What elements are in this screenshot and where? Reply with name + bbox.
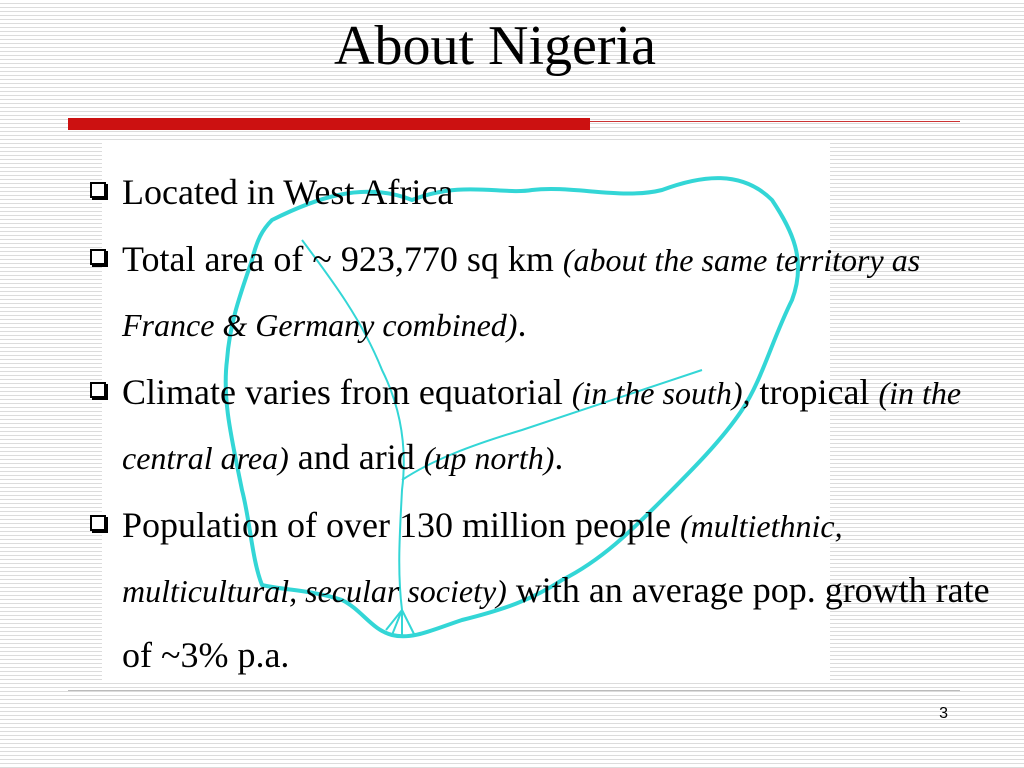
hollow-square-bullet-icon: [90, 182, 106, 198]
bullet-text: and arid: [288, 437, 424, 477]
bullet-punctuation: .: [517, 304, 527, 344]
bullet-italic-note: (in the central area): [122, 375, 962, 476]
bullet-item: [84, 360, 1014, 490]
hollow-square-bullet-icon: [90, 382, 106, 398]
bullet-text: Located in West Africa: [122, 172, 454, 212]
bullet-text: Population of over 130 million people: [122, 505, 680, 545]
bullet-text: Total area of ~ 923,770 sq km: [122, 239, 563, 279]
title-underline: [590, 121, 960, 122]
bullet-text: Climate varies from equatorial: [122, 372, 572, 412]
bullet-item: [84, 160, 1014, 224]
bullet-punctuation: .: [554, 437, 564, 477]
bullet-text: with an average pop. growth rate of ~3% p.a.: [122, 570, 990, 675]
bullet-italic-note: (up north): [423, 440, 555, 476]
bullet-italic-note: (in the south),: [571, 375, 751, 411]
bullet-italic-note: (about the same territory as France & Germany combined): [122, 242, 921, 343]
footer-divider: [68, 690, 960, 691]
title-accent-bar: [68, 118, 590, 130]
bullet-text: tropical: [750, 372, 879, 412]
bullet-italic-note: (multiethnic, multicultural, secular society): [122, 508, 843, 609]
bullet-item: [84, 227, 1014, 357]
bullet-list: [84, 160, 1014, 690]
slide-title: About Nigeria: [334, 15, 656, 77]
hollow-square-bullet-icon: [90, 515, 106, 531]
hollow-square-bullet-icon: [90, 249, 106, 265]
bullet-item: [84, 493, 1014, 687]
page-number: 3: [939, 705, 948, 722]
